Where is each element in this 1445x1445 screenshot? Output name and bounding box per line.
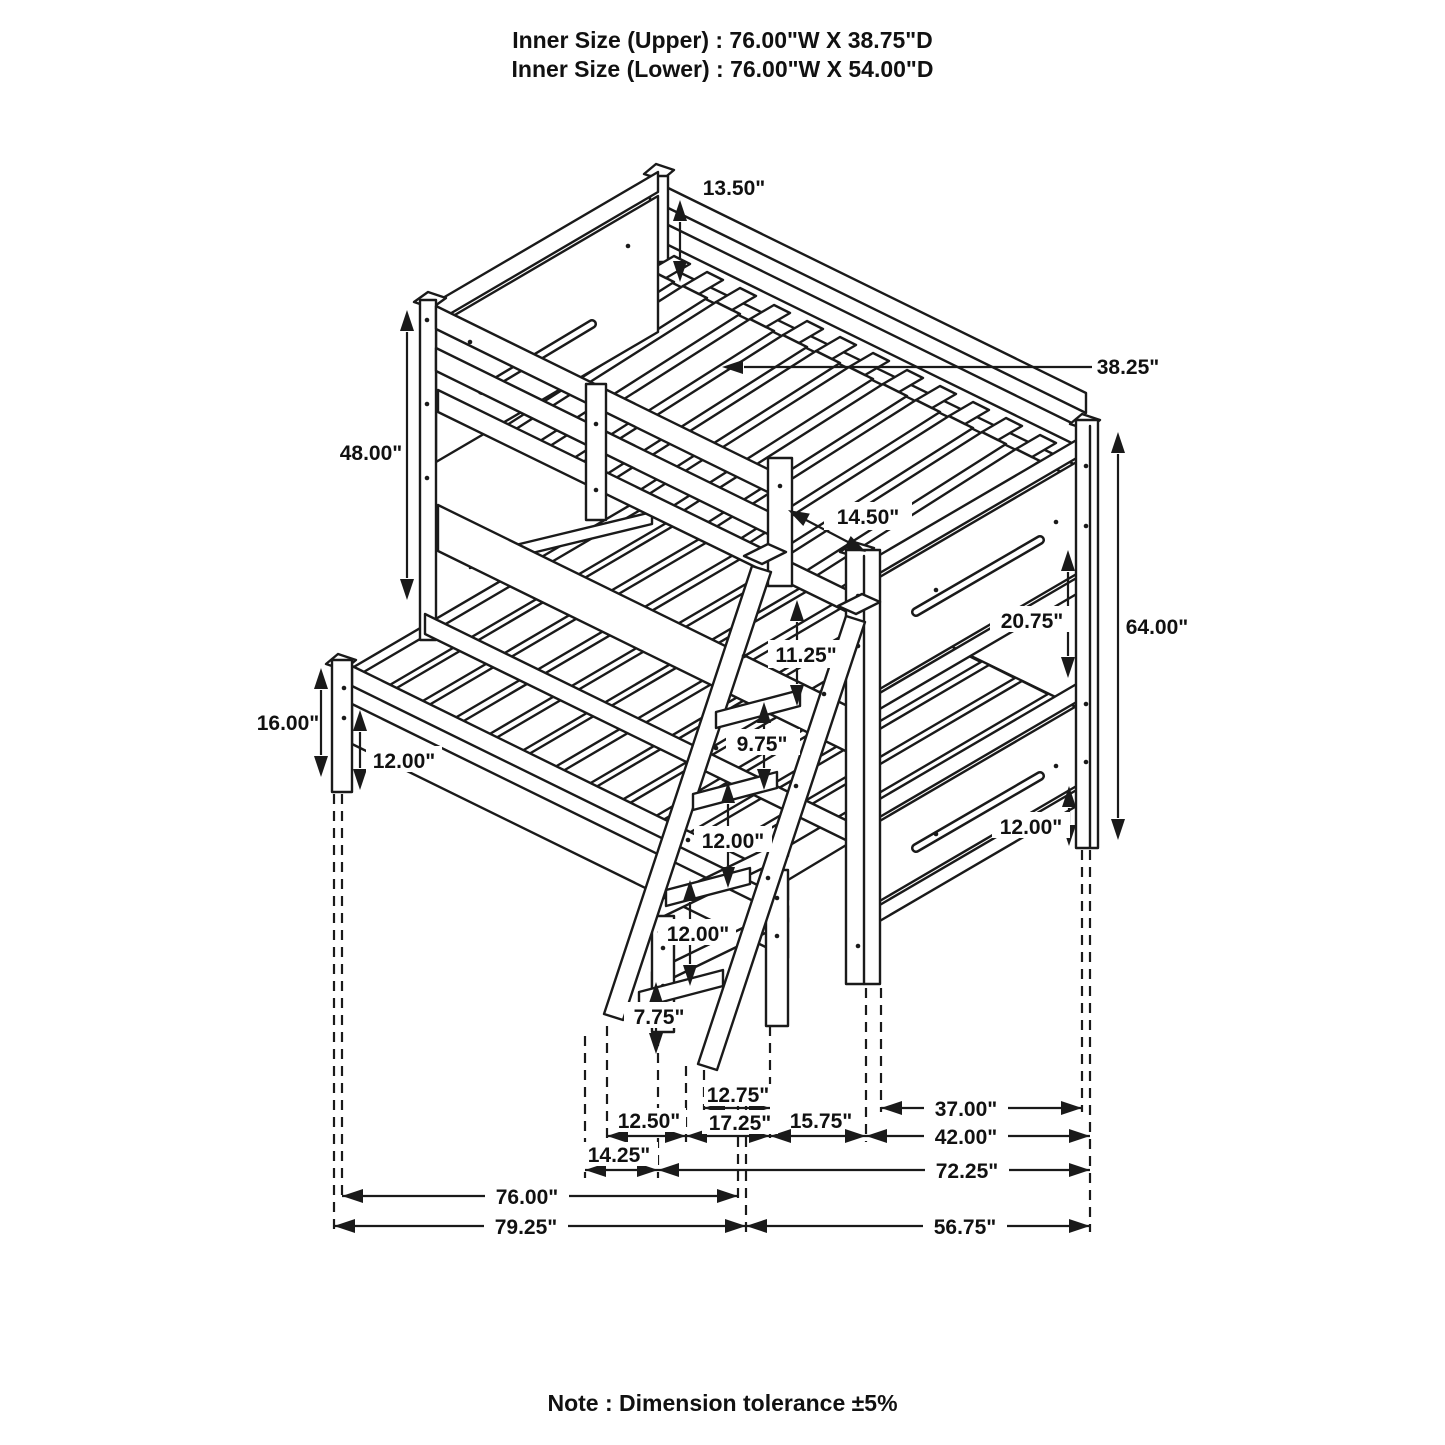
dim-step1-step2: 9.75" — [736, 733, 788, 756]
dim-step2-step3: 12.00" — [701, 830, 765, 853]
dim-upper-depth-span: 37.00" — [934, 1098, 998, 1121]
dim-overall-length: 79.25" — [494, 1216, 558, 1239]
dim-lower-rail-height: 16.00" — [256, 712, 320, 735]
dim-ladder-to-frame-leg: 17.25" — [708, 1112, 772, 1135]
dim-ladder-width: 12.50" — [617, 1110, 681, 1133]
dim-lower-frame-depth-span: 42.00" — [934, 1126, 998, 1149]
dim-overall-height: 64.00" — [1125, 616, 1189, 639]
dim-frame-to-end-span: 72.25" — [935, 1160, 999, 1183]
dim-end-rail-clearance: 12.00" — [999, 816, 1063, 839]
dim-upper-mattress-width: 38.25" — [1096, 356, 1160, 379]
dim-ladder-projection: 14.25" — [587, 1144, 651, 1167]
dim-upper-guard-height: 13.50" — [702, 177, 766, 200]
dim-step4-floor: 7.75" — [633, 1006, 685, 1029]
lower-bed-front-left-leg — [326, 654, 356, 792]
inner-size-upper: Inner Size (Upper) : 76.00"W X 38.75"D — [512, 27, 933, 53]
dim-ladder-opening: 14.50" — [836, 506, 900, 529]
dim-end-depth-span: 56.75" — [933, 1216, 997, 1239]
inner-size-lower: Inner Size (Lower) : 76.00"W X 54.00"D — [511, 56, 934, 82]
dim-inner-length: 76.00" — [495, 1186, 559, 1209]
dim-rail-to-step1: 11.25" — [775, 644, 837, 667]
dim-step3-step4: 12.00" — [666, 923, 730, 946]
dim-lower-rail-clearance: 12.00" — [372, 750, 436, 773]
dim-ladder-foot-to-frame: 12.75" — [706, 1084, 770, 1107]
guard-rail-end-post — [768, 458, 792, 586]
dim-upper-rail-height: 48.00" — [339, 442, 403, 465]
tolerance-note: Note : Dimension tolerance ±5% — [547, 1390, 898, 1416]
guard-rail-center-post — [586, 384, 606, 520]
dim-frame-leg-to-post: 15.75" — [789, 1110, 853, 1133]
dim-end-panel-gap: 20.75" — [1000, 610, 1064, 633]
